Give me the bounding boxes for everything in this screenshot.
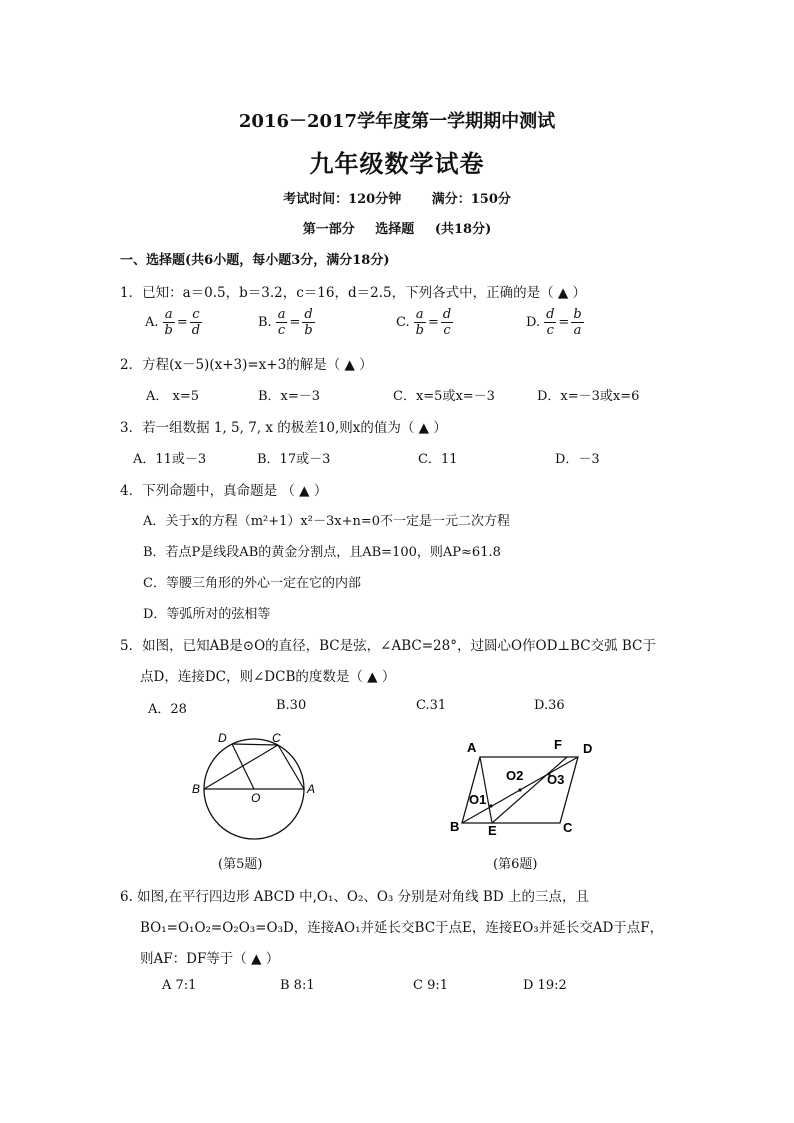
label-b: B (450, 819, 460, 834)
fraction-right: $\frac{d}{c}$ (442, 307, 452, 338)
fraction-left: $\frac{a}{b}$ (415, 307, 424, 338)
question-1-option-a: A. $\frac{a}{b}$ = $\frac{c}{d}$ (145, 307, 201, 338)
label-b: B (192, 782, 201, 796)
question-5-option-c: C.31 (416, 698, 447, 713)
label-e: E (488, 823, 497, 838)
question-4-option-a: A．关于x的方程（m²+1）x²－3x+n=0不一定是一元二次方程 (143, 514, 510, 529)
label-o3: O3 (547, 772, 565, 787)
section-heading: 一、选择题(共6小题，每小题3分，满分18分) (120, 253, 390, 268)
figure-5-diagram (180, 722, 330, 842)
question-6-option-c: C 9:1 (413, 978, 449, 993)
figure-6-caption: (第6题) (493, 857, 538, 872)
question-1-stem: 1．已知：a＝0.5，b＝3.2，c＝16，d＝2.5，下列各式中，正确的是（ ▲ ） (120, 285, 587, 301)
question-3-option-b: B．17或－3 (257, 452, 331, 467)
question-6-option-b: B 8:1 (280, 978, 315, 993)
question-4-option-b: B．若点P是线段AB的黄金分割点，且AB=100，则AP≈61.8 (143, 545, 501, 560)
question-1-option-c: C. $\frac{a}{b}$ = $\frac{d}{c}$ (396, 307, 452, 338)
segment-ef (492, 757, 567, 823)
question-5-stem-line1: 5．如图，已知AB是⊙O的直径，BC是弦，∠ABC=28°，过圆心O作OD⊥BC交弧 BC于 (120, 638, 656, 654)
question-6-option-d: D 19:2 (523, 978, 567, 993)
part-heading (0, 218, 794, 237)
label-f: F (554, 737, 562, 752)
label-o2: O2 (506, 768, 524, 783)
fraction-left: $\frac{d}{c}$ (546, 307, 555, 338)
exam-info (0, 188, 794, 207)
question-3-option-d: D．－3 (555, 452, 600, 467)
question-3-option-c: C．11 (418, 452, 458, 467)
question-1-option-d: D. $\frac{d}{c}$ = $\frac{b}{a}$ (526, 307, 582, 338)
question-3-option-a: A．11或－3 (133, 452, 207, 467)
question-2-stem: 2．方程(x－5)(x+3)=x+3的解是（ ▲ ） (120, 357, 373, 373)
fraction-right: $\frac{c}{d}$ (191, 307, 201, 338)
label-o: O (251, 791, 261, 805)
figure-6-diagram (440, 730, 600, 845)
segment-ae (480, 757, 492, 823)
point-o1 (489, 804, 492, 807)
label-c: C (563, 820, 573, 835)
question-6-stem-line2: BO₁=O₁O₂=O₂O₃=O₃D，连接AO₁并延长交BC于点E，连接EO₃并延长交AD于点F， (140, 920, 664, 936)
question-3-stem: 3．若一组数据 1, 5, 7, x 的极差10,则x的值为（ ▲ ） (120, 420, 447, 436)
fraction-right: $\frac{b}{a}$ (573, 307, 582, 338)
fraction-right: $\frac{d}{b}$ (304, 307, 313, 338)
label-o1: O1 (469, 792, 487, 807)
fraction-left: $\frac{a}{c}$ (277, 307, 286, 338)
option-label: D. (526, 315, 541, 330)
label-a: A (467, 740, 477, 755)
option-label: C. (396, 315, 410, 330)
exam-time: 考试时间：120分钟 (283, 192, 402, 207)
fraction-left: $\frac{a}{b}$ (164, 307, 173, 338)
exam-subtitle: 九年级数学试卷 (309, 149, 485, 178)
exam-score: 满分：150分 (431, 192, 511, 207)
question-1-option-b: B. $\frac{a}{c}$ = $\frac{d}{b}$ (258, 307, 313, 338)
part-points: (共18分) (434, 222, 492, 237)
part-label: 第一部分 (302, 222, 355, 237)
question-6-option-a: A 7:1 (162, 978, 197, 993)
question-2-option-a: A． x=5 (146, 389, 200, 404)
label-a: A (307, 782, 316, 796)
chord-bc (204, 745, 278, 789)
exam-title: 2016－2017学年度第一学期期中测试 (238, 111, 556, 132)
segment-ca (278, 745, 304, 789)
question-5-option-d: D.36 (534, 698, 565, 713)
part-type: 选择题 (375, 222, 415, 237)
segment-od (232, 744, 254, 789)
figure-5-caption: (第5题) (218, 857, 263, 872)
question-4-option-c: C．等腰三角形的外心一定在它的内部 (143, 576, 361, 591)
question-4-stem: 4．下列命题中，真命题是 （ ▲ ） (120, 483, 328, 499)
question-2-option-d: D．x=－3或x=6 (537, 389, 640, 404)
label-d: D (583, 741, 593, 756)
option-label: B. (258, 315, 272, 330)
question-2-option-c: C．x=5或x=－3 (393, 389, 495, 404)
label-d: D (218, 731, 227, 745)
question-5-option-b: B.30 (276, 698, 307, 713)
question-2-option-b: B．x=－3 (258, 389, 321, 404)
question-6-stem-line1: 6. 如图,在平行四边形 ABCD 中,O₁、O₂、O₃ 分别是对角线 BD 上的三点，且 (120, 889, 589, 905)
question-5-option-a: A．28 (148, 702, 187, 717)
question-6-stem-line3: 则AF：DF等于（ ▲ ） (140, 951, 280, 967)
question-4-option-d: D．等弧所对的弦相等 (143, 607, 271, 622)
option-label: A. (145, 315, 159, 330)
point-o2 (518, 788, 521, 791)
question-5-stem-line2: 点D，连接DC，则∠DCB的度数是（ ▲ ） (140, 669, 396, 685)
label-c: C (272, 731, 281, 745)
